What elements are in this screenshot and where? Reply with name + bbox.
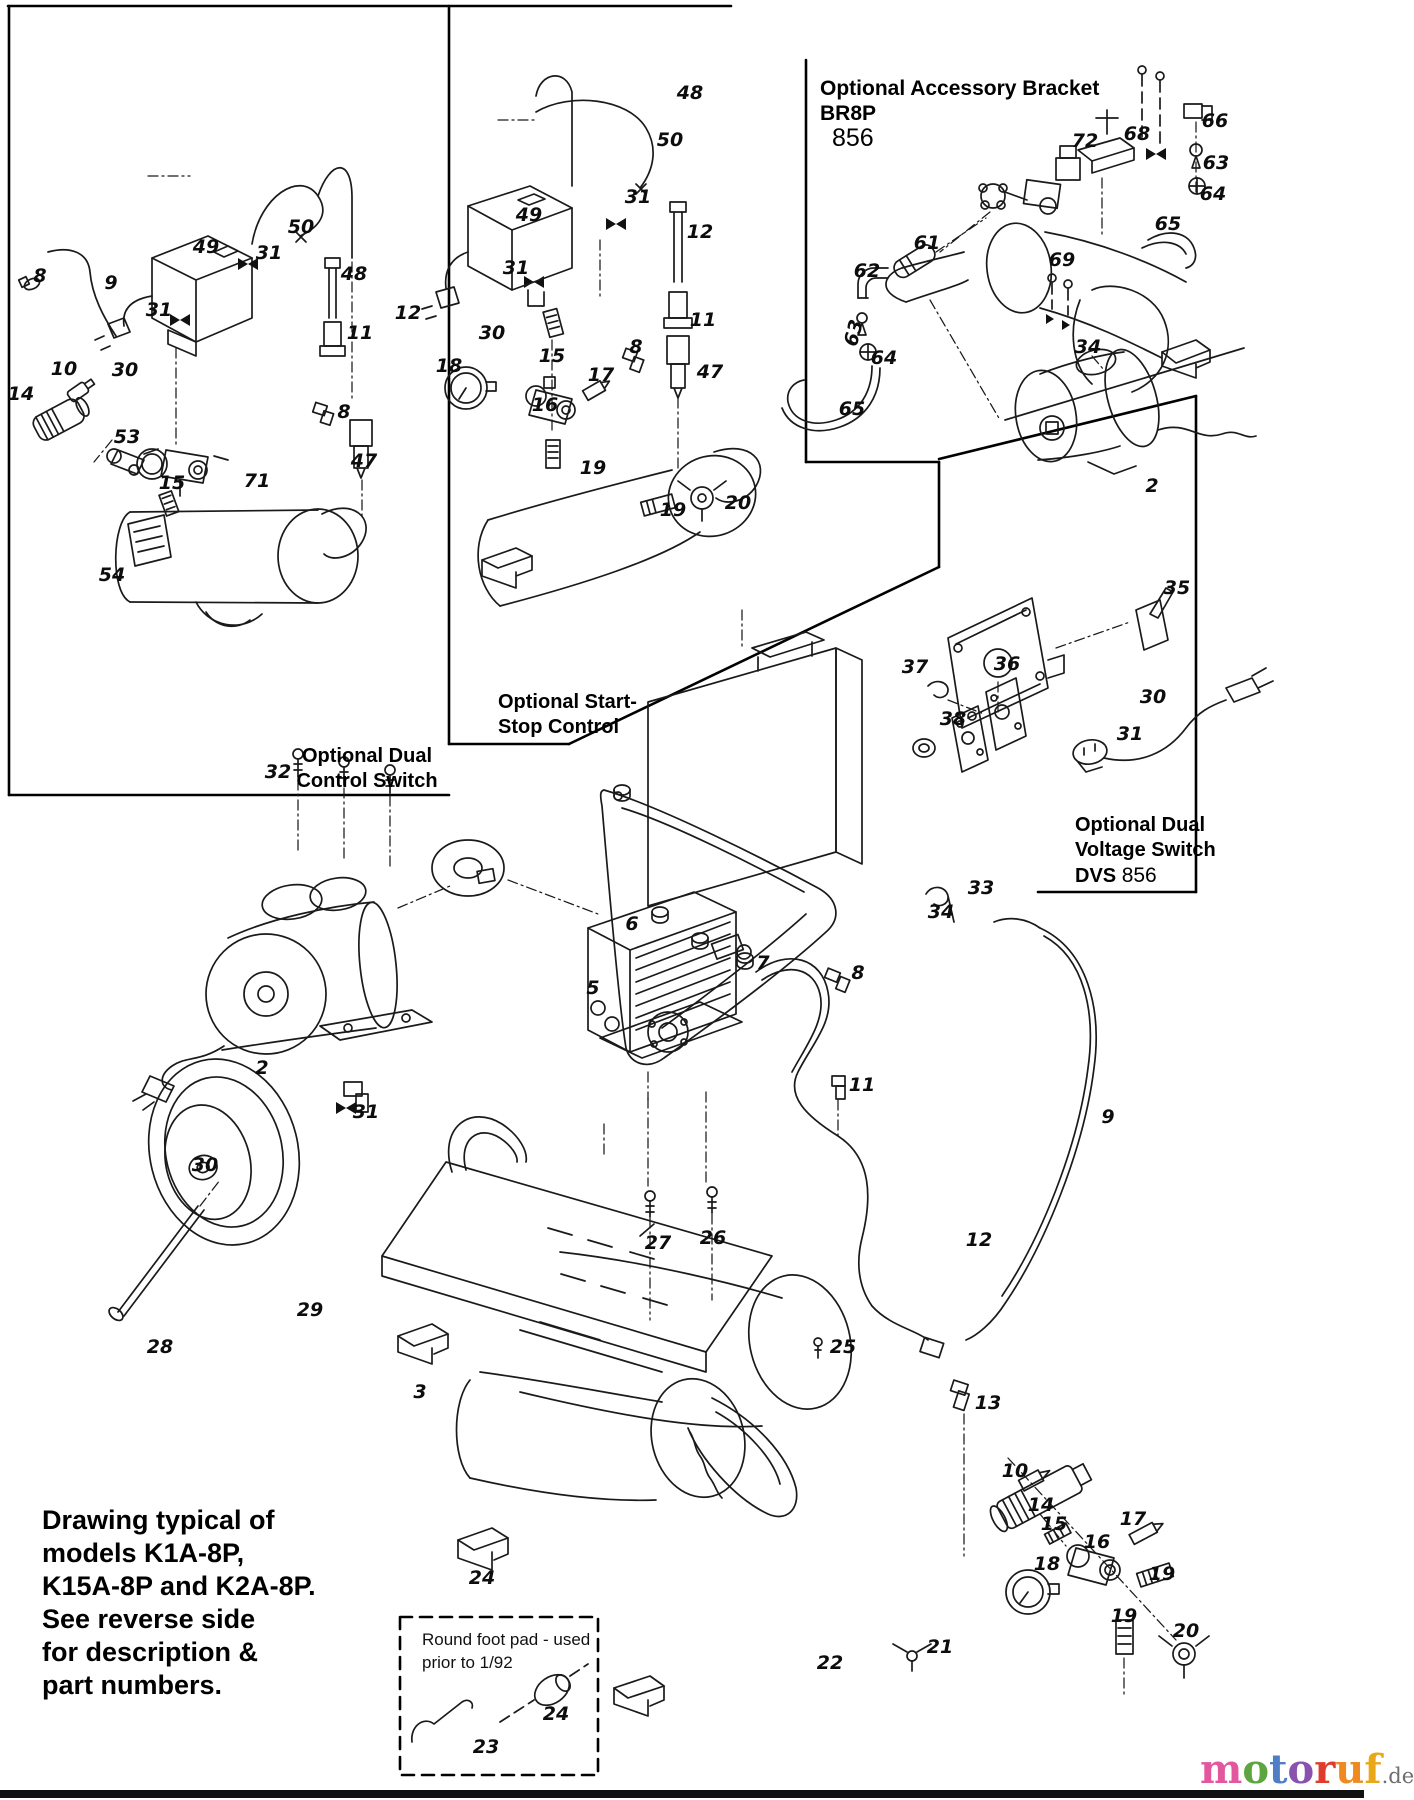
part-number-label: 2	[1145, 475, 1159, 497]
part-number-label: 23	[472, 1736, 500, 1758]
watermark-letter: f	[1364, 1746, 1382, 1793]
part-number-label: 15	[538, 345, 566, 367]
part-number-label: 24	[542, 1703, 570, 1725]
part-number-label: 15	[158, 472, 186, 494]
part-number-label: 2	[255, 1057, 269, 1079]
part-number-label: 15	[1040, 1513, 1068, 1535]
wheel-drawing	[129, 1043, 318, 1261]
part-number-label: 16	[531, 394, 559, 416]
part-number-label: 11	[689, 309, 717, 331]
part-number-label: 30	[1139, 686, 1167, 708]
part-number-label: 36	[993, 653, 1021, 675]
part-number-label: 38	[939, 708, 967, 730]
part-number-label: 49	[515, 204, 543, 226]
part-number-label: 8	[851, 962, 865, 984]
part-number-label: 30	[478, 322, 506, 344]
part-number-label: 49	[192, 236, 220, 258]
panel-title-dual-control	[292, 744, 442, 794]
part-number-label: 20	[1172, 1620, 1200, 1642]
note-line: See reverse side	[42, 1604, 256, 1634]
part-number-label: 17	[587, 364, 615, 386]
dual-voltage-switch-drawing	[913, 588, 1273, 772]
part-number-label: 24	[468, 1567, 496, 1589]
part-number-label: 22	[816, 1652, 844, 1674]
part-number-label: 63	[1202, 152, 1230, 174]
part-number-label: 37	[901, 656, 929, 678]
axle-drawing	[107, 1180, 220, 1323]
part-number-label: 9	[104, 272, 118, 294]
part-number-label: 65	[838, 398, 866, 420]
title-line: Optional Dual	[1075, 814, 1205, 836]
title-number: 856	[832, 124, 874, 152]
part-number-label: 18	[435, 355, 463, 377]
part-number-label: 19	[659, 499, 687, 521]
title-line: Optional Accessory Bracket	[820, 77, 1100, 100]
part-number-label: 6	[625, 913, 639, 935]
part-number-label: 8	[337, 401, 351, 423]
title-line: DVS	[1075, 865, 1117, 887]
part-number-label: 72	[1071, 130, 1099, 152]
part-number-label: 27	[644, 1232, 672, 1254]
part-number-label: 12	[965, 1229, 993, 1251]
part-number-label: 7	[756, 952, 770, 974]
part-number-label: 9	[1101, 1106, 1115, 1128]
note-line: Drawing typical of	[42, 1505, 275, 1535]
part-number-label: 31	[624, 186, 652, 208]
part-number-label: 50	[287, 216, 315, 238]
part-number-label: 3	[413, 1381, 427, 1403]
part-number-label: 19	[579, 457, 607, 479]
panel-a-tank	[94, 440, 366, 626]
part-number-label: 10	[50, 358, 78, 380]
model-note-text	[42, 1504, 316, 1702]
top-right-motor-drawing	[1008, 343, 1256, 474]
title-number: 856	[1121, 864, 1157, 887]
part-number-label: 14	[7, 383, 35, 405]
part-number-label: 63	[839, 317, 869, 349]
foot-pad-note-line: prior to 1/92	[422, 1653, 513, 1672]
part-number-label: 12	[394, 302, 422, 324]
page-bottom-bar	[0, 1790, 1364, 1798]
title-line: Stop Control	[498, 716, 620, 738]
part-number-label: 47	[350, 450, 378, 472]
part-number-label: 66	[1201, 110, 1229, 132]
part-number-label: 31	[502, 257, 530, 279]
part-number-label: 20	[724, 492, 752, 514]
part-number-label: 30	[191, 1154, 219, 1176]
part-number-label: 34	[1074, 336, 1102, 358]
part-number-label: 48	[676, 82, 704, 104]
part-number-label: 13	[974, 1392, 1002, 1414]
part-number-label: 17	[1119, 1508, 1147, 1530]
part-number-label: 21	[926, 1636, 954, 1658]
part-number-label: 53	[113, 426, 141, 448]
foot-pad-note-line: Round foot pad - used	[422, 1630, 591, 1649]
start-stop-control-drawing	[422, 76, 766, 606]
watermark-letter: o	[1287, 1746, 1315, 1793]
foot-pad-note	[422, 1628, 590, 1674]
watermark-letter: r	[1314, 1746, 1336, 1793]
part-number-label: 8	[629, 336, 643, 358]
part-number-label: 14	[1027, 1494, 1055, 1516]
part-number-label: 25	[829, 1336, 857, 1358]
part-number-label: 35	[1163, 577, 1191, 599]
title-line: Control Switch	[296, 770, 438, 792]
part-number-label: 10	[1001, 1460, 1029, 1482]
title-line: Voltage Switch	[1075, 839, 1216, 861]
part-number-label: 69	[1048, 249, 1076, 271]
part-number-label: 5	[586, 977, 600, 999]
part-number-label: 12	[686, 221, 714, 243]
part-number-label: 19	[1110, 1605, 1138, 1627]
watermark-letter: m	[1200, 1746, 1243, 1793]
motoruf-watermark-logo	[1200, 1746, 1414, 1793]
part-number-label: 26	[699, 1227, 727, 1249]
title-line: Optional Start-	[498, 691, 637, 713]
part-number-label: 8	[33, 265, 47, 287]
pulley-drawing	[398, 840, 504, 908]
main-motor-drawing	[133, 874, 432, 1114]
note-line: models K1A-8P,	[42, 1538, 245, 1568]
part-number-label: 61	[913, 232, 941, 254]
title-line: BR8P	[820, 102, 877, 125]
panel-title-start-stop	[498, 690, 637, 740]
part-number-label: 68	[1123, 123, 1151, 145]
part-number-label: 31	[352, 1101, 380, 1123]
part-number-label: 48	[340, 263, 368, 285]
part-number-label: 33	[967, 877, 995, 899]
tank-assembly-drawing	[382, 1092, 865, 1716]
part-number-label: 62	[853, 260, 881, 282]
panel-title-dual-voltage	[1075, 813, 1216, 889]
watermark-letter: u	[1335, 1746, 1365, 1793]
panel-b-tank	[478, 444, 766, 606]
part-number-label: 47	[696, 361, 724, 383]
part-number-label: 34	[927, 901, 955, 923]
note-line: for description &	[42, 1637, 259, 1667]
part-number-label: 16	[1083, 1531, 1111, 1553]
note-line: part numbers.	[42, 1670, 223, 1700]
part-number-label: 19	[1148, 1563, 1176, 1585]
panel-title-accessory-bracket	[820, 76, 1099, 151]
part-number-label: 64	[870, 347, 898, 369]
watermark-suffix: .de	[1381, 1764, 1414, 1788]
part-number-label: 65	[1154, 213, 1182, 235]
note-line: K15A-8P and K2A-8P.	[42, 1571, 316, 1601]
part-number-label: 29	[296, 1299, 324, 1321]
part-number-label: 18	[1033, 1553, 1061, 1575]
part-number-label: 11	[848, 1074, 876, 1096]
part-number-label: 50	[656, 129, 684, 151]
watermark-letter: t	[1269, 1746, 1288, 1793]
part-number-label: 28	[146, 1336, 174, 1358]
hose-and-tube-drawing	[756, 919, 1096, 1556]
part-number-label: 30	[111, 359, 139, 381]
title-line: Optional Dual	[302, 745, 432, 767]
part-number-label: 11	[346, 322, 374, 344]
part-number-label: 31	[255, 242, 283, 264]
part-number-label: 31	[145, 299, 173, 321]
part-number-label: 54	[98, 564, 126, 586]
watermark-letter: o	[1242, 1746, 1270, 1793]
part-number-label: 32	[264, 761, 292, 783]
part-number-label: 31	[1116, 723, 1144, 745]
part-number-label: 71	[243, 470, 271, 492]
part-number-label: 64	[1199, 183, 1227, 205]
